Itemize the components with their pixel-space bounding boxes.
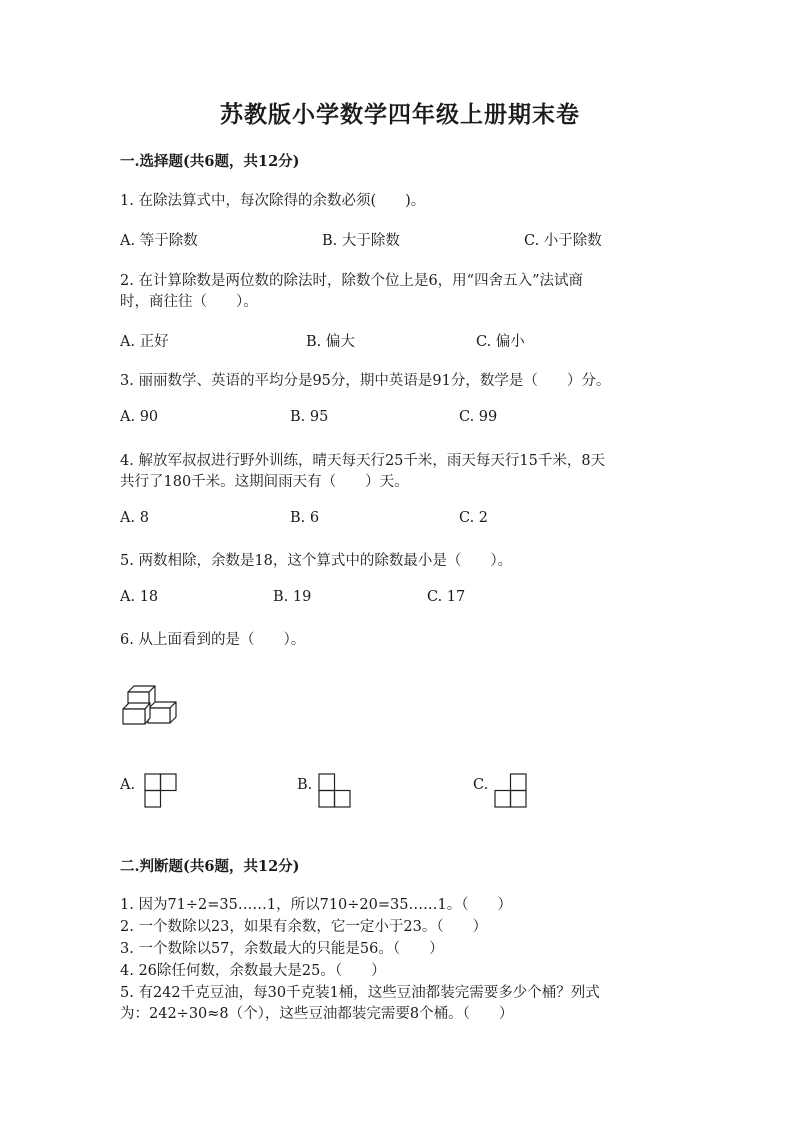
top-view-figure-c (494, 773, 528, 809)
question-1-stem: 1. 在除法算式中，每次除得的余数必须( )。 (120, 193, 426, 209)
cube-stack-figure (118, 680, 182, 726)
question-4-option-c: C. 2 (459, 510, 489, 526)
judgement-5-line-2: 为：242÷30≈8（个），这些豆油都装完需要8个桶。（ ） (120, 1006, 514, 1022)
question-4-option-b: B. 6 (290, 510, 320, 526)
question-4-stem-line-2: 共行了180千米。这期间雨天有（ ）天。 (120, 474, 409, 490)
question-5-option-c: C. 17 (427, 589, 466, 605)
question-3-stem: 3. 丽丽数学、英语的平均分是95分，期中英语是91分，数学是（ ）分。 (120, 373, 611, 389)
question-6-option-a: A. (120, 777, 136, 793)
question-5-stem: 5. 两数相除，余数是18，这个算式中的除数最小是（ ）。 (120, 553, 513, 569)
judgement-5-line-1: 5. 有242千克豆油，每30千克装1桶，这些豆油都装完需要多少个桶？列式 (120, 985, 600, 1001)
page-title: 苏教版小学数学四年级上册期末卷 (220, 101, 580, 128)
question-3-option-a: A. 90 (120, 409, 159, 425)
question-1-option-a: A. 等于除数 (120, 233, 198, 249)
judgement-2: 2. 一个数除以23，如果有余数，它一定小于23。（ ） (120, 919, 488, 935)
top-view-figure-b (318, 773, 352, 809)
section-heading-choice: 一.选择题(共6题，共12分) (120, 153, 300, 170)
question-3-option-b: B. 95 (290, 409, 329, 425)
question-2-option-c: C. 偏小 (476, 334, 525, 350)
question-6-option-b: B. (297, 777, 313, 793)
question-6-stem: 6. 从上面看到的是（ ）。 (120, 632, 306, 648)
question-2-option-b: B. 偏大 (306, 334, 355, 350)
question-4-option-a: A. 8 (120, 510, 149, 526)
judgement-1: 1. 因为71÷2=35……1，所以710÷20=35……1。（ ） (120, 897, 512, 913)
question-4-stem-line-1: 4. 解放军叔叔进行野外训练，晴天每天行25千米，雨天每天行15千米，8天 (120, 453, 606, 469)
question-1-option-b: B. 大于除数 (322, 233, 400, 249)
question-6-option-c: C. (473, 777, 489, 793)
section-heading-judgement: 二.判断题(共6题，共12分) (120, 858, 300, 875)
question-1-option-c: C. 小于除数 (524, 233, 602, 249)
question-2-option-a: A. 正好 (120, 334, 169, 350)
question-5-option-b: B. 19 (273, 589, 312, 605)
top-view-figure-a (144, 773, 178, 809)
judgement-4: 4. 26除任何数，余数最大是25。（ ） (120, 963, 386, 979)
question-2-stem-line-2: 时，商往往（ ）。 (120, 294, 258, 310)
question-3-option-c: C. 99 (459, 409, 498, 425)
judgement-3: 3. 一个数除以57，余数最大的只能是56。（ ） (120, 941, 444, 957)
question-5-option-a: A. 18 (120, 589, 159, 605)
question-2-stem-line-1: 2. 在计算除数是两位数的除法时，除数个位上是6，用“四舍五入”法试商 (120, 273, 583, 289)
